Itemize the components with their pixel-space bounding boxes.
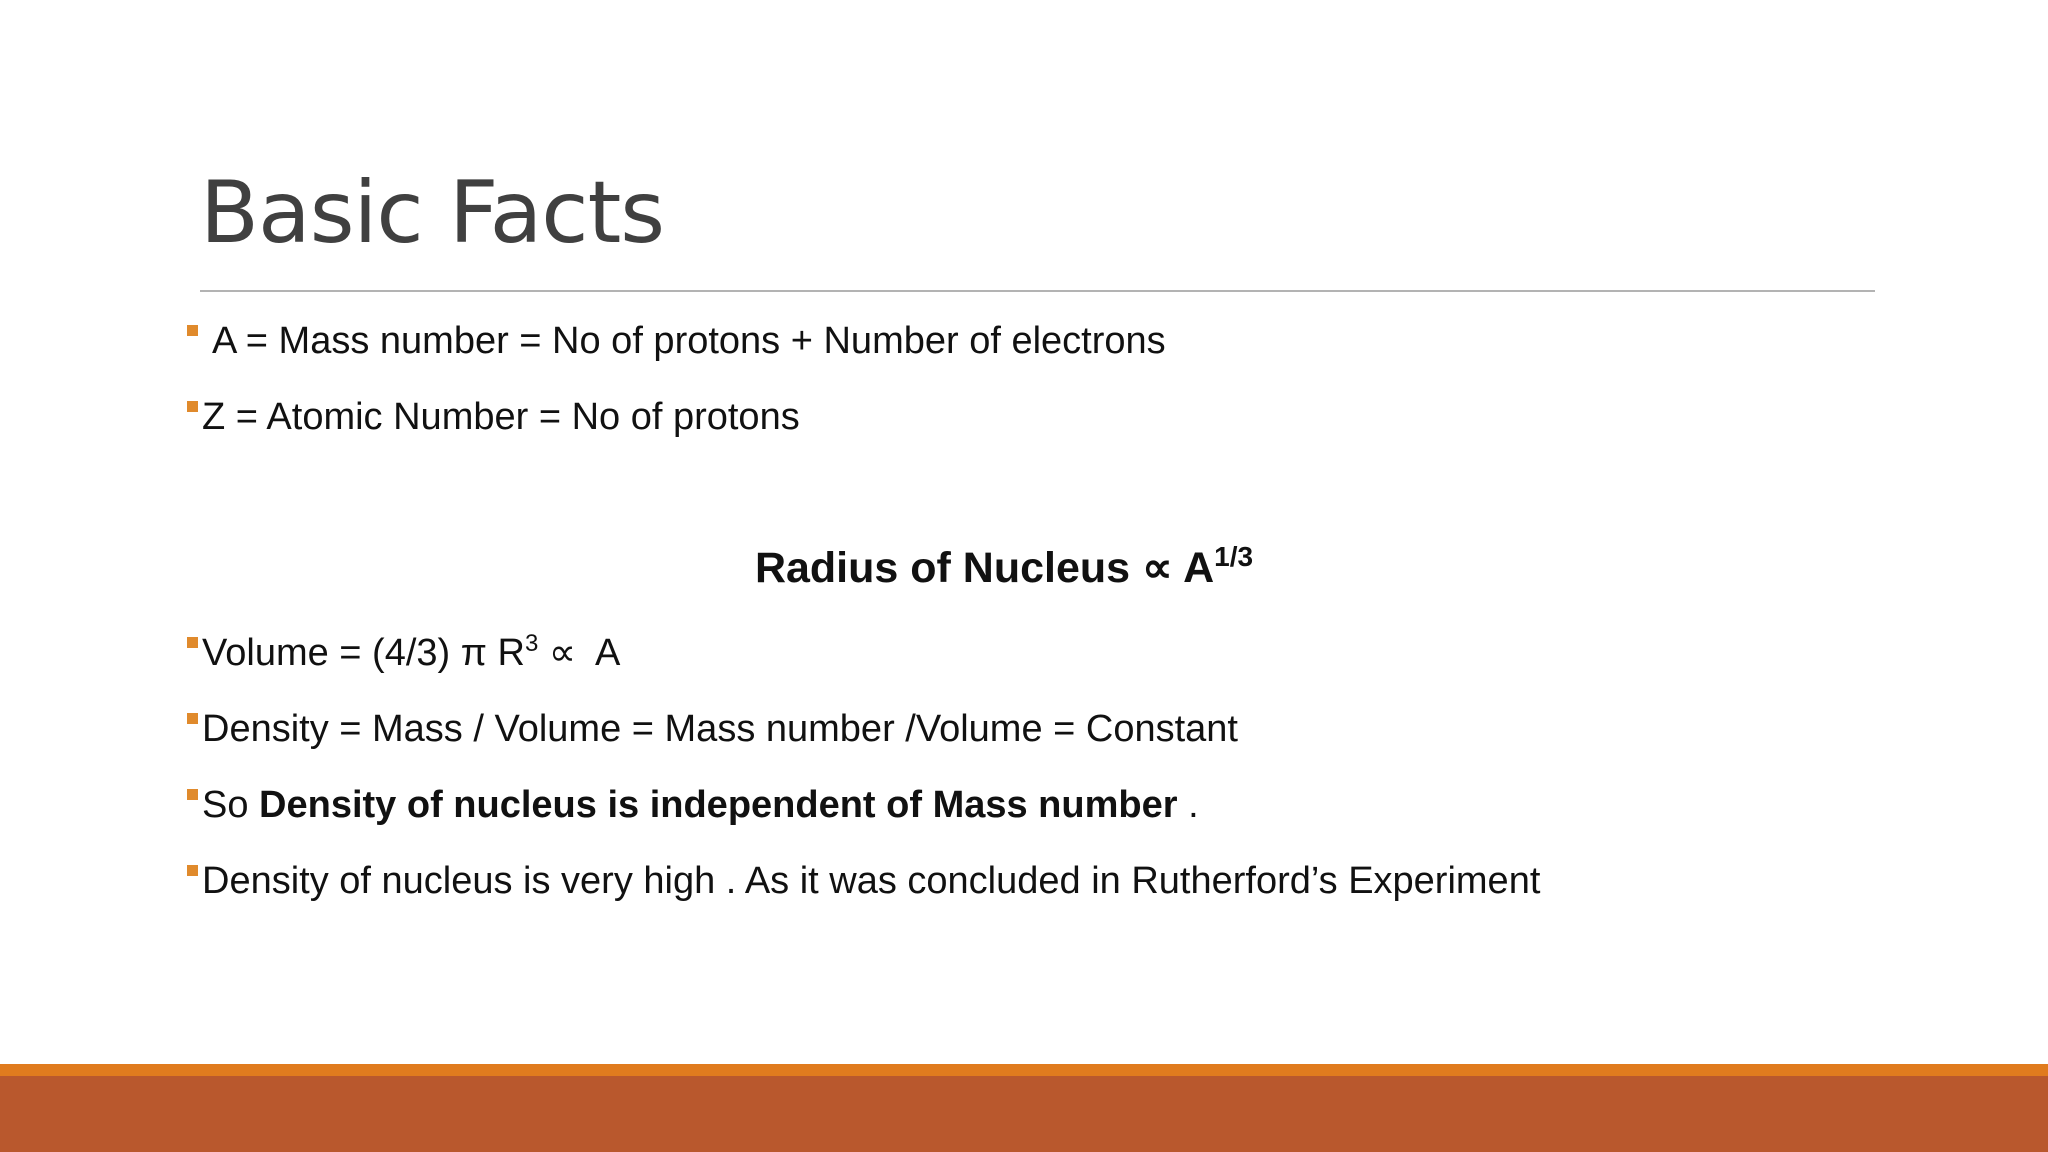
volume-exponent: 3	[524, 630, 539, 657]
bullet-text: A = Mass number = No of protons + Number of electrons	[212, 320, 1166, 362]
bullet-square-icon	[187, 865, 198, 876]
bullet-atomic-number	[187, 398, 800, 436]
bullet-text: Density of nucleus is very high . As it was concluded in Rutherford’s Experiment	[202, 860, 1541, 902]
bullet-density-high	[187, 862, 1540, 900]
volume-text: Volume = (4/3) π R	[202, 632, 525, 674]
so-prefix: So	[202, 784, 260, 826]
bullet-square-icon	[187, 401, 198, 412]
formula-exponent: 1/3	[1214, 541, 1254, 572]
volume-suffix: ∝ A	[538, 632, 621, 674]
so-suffix: .	[1177, 784, 1199, 826]
so-bold-text: Density of nucleus is independent of Mass number	[259, 784, 1178, 826]
slide-title: Basic Facts	[200, 163, 665, 263]
formula-text: Radius of Nucleus ∝ A	[754, 544, 1215, 592]
bullet-volume	[187, 630, 621, 674]
title-divider	[200, 290, 1875, 292]
bullet-square-icon	[187, 713, 198, 724]
radius-formula	[0, 541, 2008, 592]
bullet-density	[187, 710, 1238, 748]
bullet-square-icon	[187, 325, 198, 336]
footer-accent-stripe	[0, 1064, 2048, 1076]
bullet-text: Density = Mass / Volume = Mass number /Volume = Constant	[202, 708, 1238, 750]
footer-band	[0, 1076, 2048, 1152]
bullet-text: Z = Atomic Number = No of protons	[202, 396, 800, 438]
bullet-mass-number	[187, 322, 1166, 360]
bullet-square-icon	[187, 637, 198, 648]
bullet-square-icon	[187, 789, 198, 800]
bullet-density-independent	[187, 786, 1199, 824]
